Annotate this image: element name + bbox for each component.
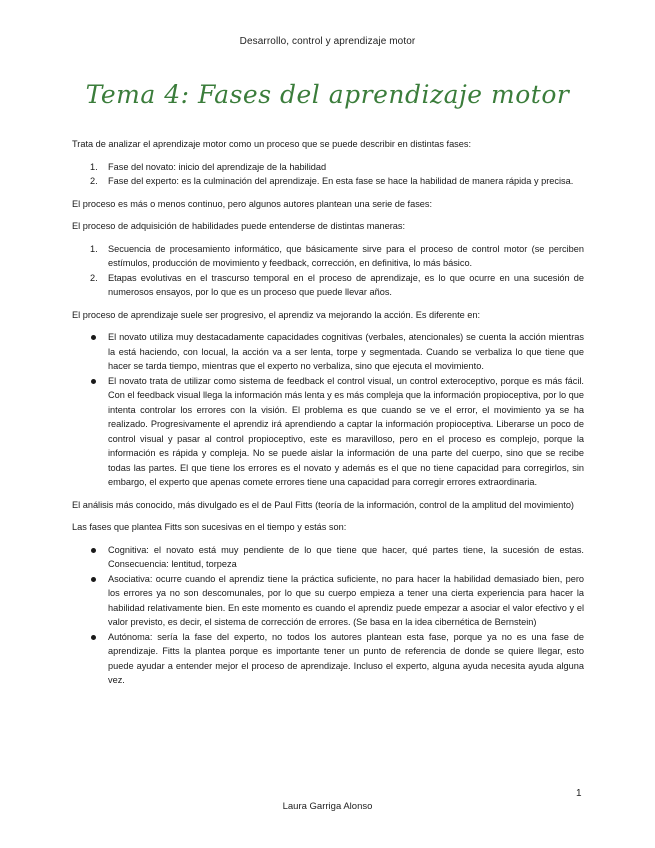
list-number: 1.: [90, 161, 98, 172]
list-item: [90, 242, 584, 271]
list-number: 1.: [90, 243, 98, 254]
list-item: [90, 374, 584, 490]
list-item: [90, 271, 584, 300]
fitts-list: [90, 543, 584, 688]
list-item: [90, 174, 584, 189]
bullet-icon: [91, 335, 96, 340]
list-item: [90, 543, 584, 572]
intro-paragraph: Trata de analizar el aprendizaje motor como un proceso que se puede describir en distintas fases:: [72, 139, 472, 149]
acquisition-paragraph: El proceso de adquisición de habilidades puede entenderse de distintas maneras:: [72, 221, 406, 231]
list-item-text: Asociativa: ocurre cuando el aprendiz tiene la práctica suficiente, no para hacer la habilidad demasiado bien, pero los errores ya no son descomunales, por lo que su cuerpo empieza a tener una cierta experiencia para hacer la habilidad relativamente bien. En este momento es cuando el aprendiz puede empezar a asociar el valor efectivo y el valor previsto, es decir, el sistema de corrección de errores. (Se basa en la idea cibernética de Bernstein): [108, 573, 584, 627]
list-item-text: Secuencia de procesamiento informático, que básicamente sirve para el proceso de control motor (se perciben estímulos, producción de movimiento y feedback, corrección, en definitiva, lo más básico.: [108, 243, 584, 268]
list-number: 2.: [90, 176, 98, 186]
list-number: 2.: [90, 272, 98, 283]
list-item-text: El novato trata de utilizar como sistema de feedback el control visual, un control exteroceptivo, porque es más fácil. Con el feedback visual llega la información más lenta y es más compleja que la información propioceptiva, por lo que intenta controlar los errores con la visión. El problema es que cuando se ve el error, el movimiento ya se ha realizado. Progresivamente el aprendiz irá aprendiendo a captar la información propioceptiva. Liberarse un poco de control visual y pasar al control propioceptivo, este es maravilloso, pero en el proceso es complejo, porque la información es rápida y compleja. No se puede aislar la información de una parte del cuerpo, sino que se recibe todas las partes. El que tiene los errores es el novato y además es el que no tiene capacidad para corregirlos, sin embargo, el experto que apenas comete errores tiene una capacidad para corregir errores extraordinaria.: [108, 375, 584, 487]
page-footer: Laura Garriga Alonso: [282, 801, 373, 812]
page-header: Desarrollo, control y aprendizaje motor: [239, 36, 416, 47]
document-body: [72, 137, 584, 696]
list-item: [90, 630, 584, 688]
list-item-text: Fase del experto: es la culminación del aprendizaje. En esta fase se hace la habilidad de manera rápida y precisa.: [108, 176, 574, 186]
phases-list: [90, 160, 584, 189]
ways-list: [90, 242, 584, 300]
list-item-text: Etapas evolutivas en el trascurso temporal en el proceso de aprendizaje, es lo que ocurre en una sucesión de numerosos ensayos, por lo que es un proceso que puede llevar años.: [108, 272, 584, 297]
list-item-text: Autónoma: sería la fase del experto, no todos los autores plantean esta fase, porque ya no es una fase de aprendizaje. Fitts la plantea porque es importante tener un punto de referencia de donde se quiere llegar, esto puede ayudar a entender mejor el proceso de aprendizaje. Incluso el experto, alguna ayuda necesita ayuda alguna vez.: [108, 631, 584, 685]
continuous-paragraph: El proceso es más o menos continuo, pero algunos autores plantean una serie de fases:: [72, 198, 433, 209]
page-number: 1: [576, 788, 582, 799]
fitts-intro-paragraph: El análisis más conocido, más divulgado es el de Paul Fitts (teoría de la información, control de la amplitud del movimiento): [72, 499, 574, 510]
document-title: Tema 4: Fases del aprendizaje motor: [85, 80, 570, 109]
list-item: [90, 160, 584, 175]
list-item: [90, 330, 584, 374]
list-item: [90, 572, 584, 630]
list-item-text: Fase del novato: inicio del aprendizaje de la habilidad: [108, 161, 327, 172]
list-item-text: El novato utiliza muy destacadamente capacidades cognitivas (verbales, atencionales) se cuenta la acción mientras la está haciendo, con locual, la acción va a ser lenta, torpe y segmentada. Cuando se verbaliza lo que tiene que hacer se tarda tiempo, mientras que el experto no verbaliza, sino que ejecuta el movimiento.: [108, 332, 584, 371]
fitts-phases-paragraph: Las fases que plantea Fitts son sucesivas en el tiempo y estás son:: [72, 522, 347, 532]
bullet-icon: [91, 635, 96, 640]
progressive-paragraph: El proceso de aprendizaje suele ser progresivo, el aprendiz va mejorando la acción. Es diferente en:: [72, 309, 481, 320]
novice-list: [90, 330, 584, 490]
list-item-text: Cognitiva: el novato está muy pendiente de lo que tiene que hacer, qué partes tiene, la sucesión de estas. Consecuencia: lentitud, torpeza: [108, 544, 584, 569]
bullet-icon: [91, 379, 96, 384]
bullet-icon: [91, 577, 96, 582]
bullet-icon: [91, 548, 96, 553]
